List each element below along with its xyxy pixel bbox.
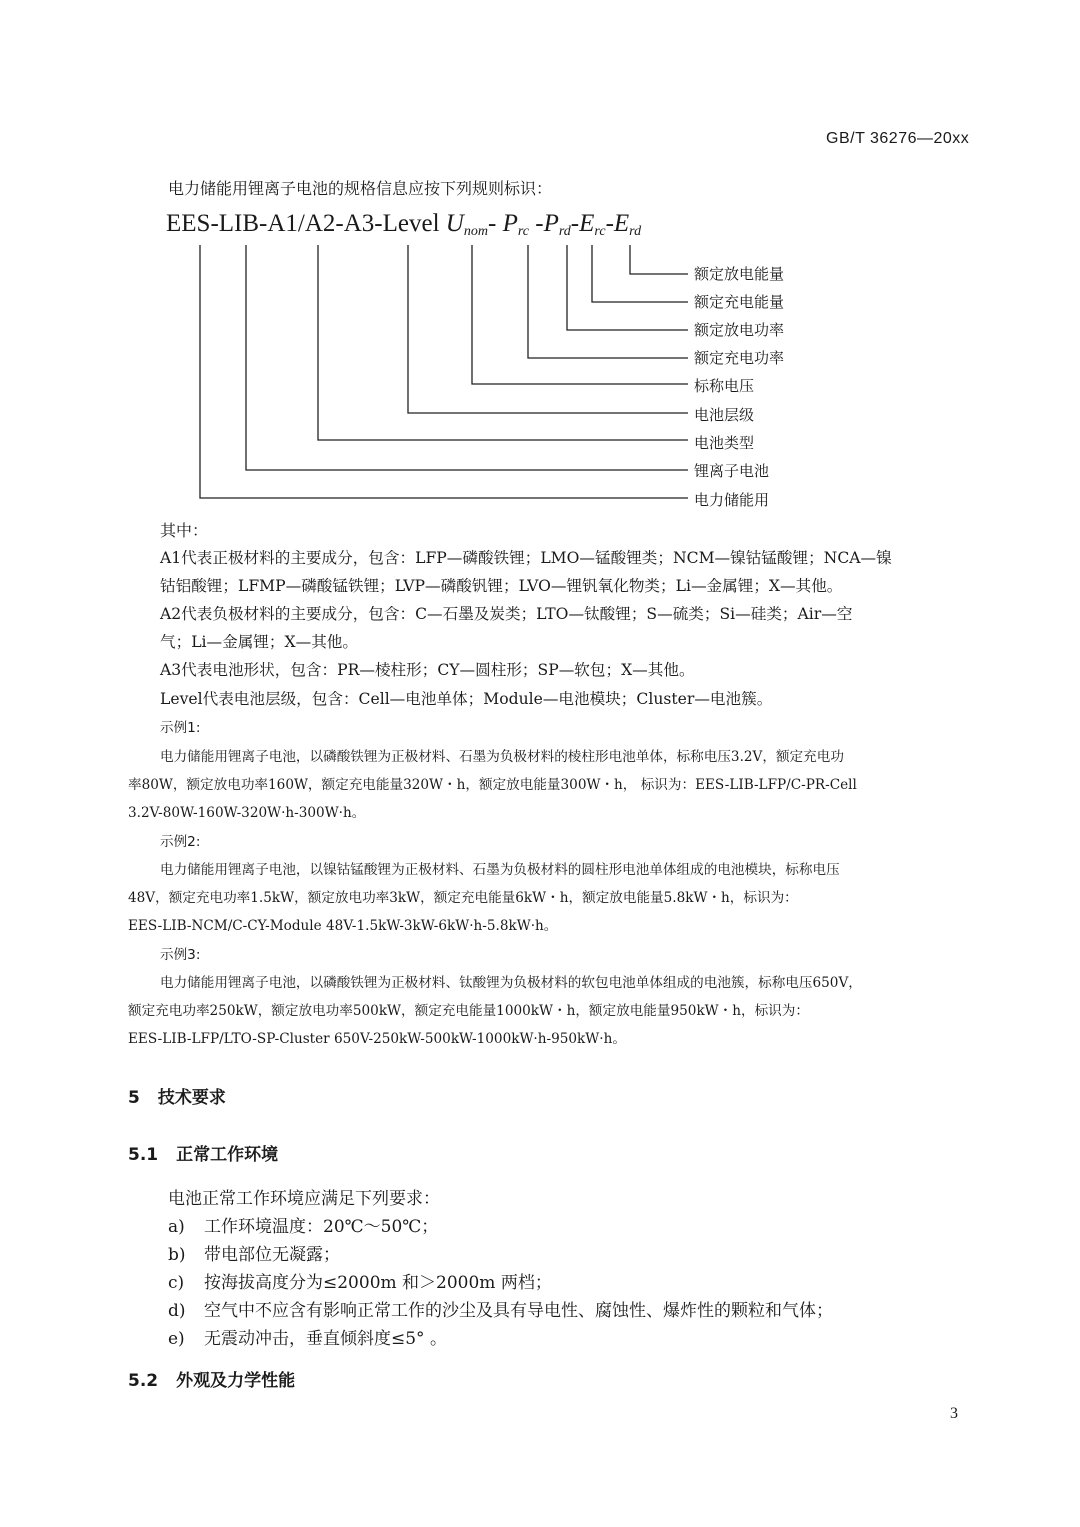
example-2-line: EES-LIB-NCM/C-CY-Module 48V-1.5kW-3kW-6kW·h-5.8kW·h。 — [128, 918, 558, 934]
code-prefix: EES-LIB-A1/A2-A3-Level — [166, 210, 446, 237]
section-5-1-intro: 电池正常工作环境应满足下列要求： — [168, 1189, 440, 1209]
example-3-line: EES-LIB-LFP/LTO-SP-Cluster 650V-250kW-500kW-1000kW·h-950kW·h。 — [128, 1031, 626, 1047]
example-3-line: 电力储能用锂离子电池，以磷酸铁锂为正极材料、钛酸锂为负极材料的软包电池单体组成的电池簇，标称电压650V， — [160, 975, 862, 991]
code-p2-sub: rd — [558, 224, 571, 239]
code-u: U — [445, 210, 464, 237]
legend-lithium-ion-battery: 锂离子电池 — [694, 462, 770, 480]
bracket-line-energy-storage — [200, 245, 688, 498]
section-number: 5.1 — [128, 1145, 159, 1165]
bracket-line-rated-discharge-energy — [630, 245, 688, 274]
section-5-2-heading — [128, 1366, 295, 1391]
example-1-line: 率80W，额定放电功率160W，额定充电能量320W・h，额定放电能量300W・h， 标识为：EES-LIB-LFP/C-PR-Cell — [128, 777, 857, 793]
list-item — [168, 1296, 833, 1321]
bracket-line-battery-level — [408, 245, 688, 413]
legend-nominal-voltage: 标称电压 — [694, 377, 755, 395]
legend-rated-charge-energy: 额定充电能量 — [694, 293, 785, 311]
legend-rated-charge-power: 额定充电功率 — [694, 349, 785, 367]
legend-energy-storage-use: 电力储能用 — [694, 491, 770, 509]
list-marker: c) — [168, 1273, 185, 1293]
legend-rated-discharge-power: 额定放电功率 — [694, 321, 785, 339]
list-text: 无震动冲击，垂直倾斜度≤5° 。 — [204, 1329, 447, 1349]
legend-rated-discharge-energy: 额定放电能量 — [694, 265, 785, 283]
legend-battery-type: 电池类型 — [694, 434, 755, 452]
list-text: 带电部位无凝露； — [204, 1245, 340, 1265]
example-2-line: 电力储能用锂离子电池，以镍钴锰酸锂为正极材料、石墨为负极材料的圆柱形电池单体组成的电池模块，标称电压 — [160, 862, 840, 878]
list-marker: d) — [168, 1301, 186, 1321]
intro-text: 电力储能用锂离子电池的规格信息应按下列规则标识： — [168, 179, 553, 198]
list-text: 空气中不应含有影响正常工作的沙尘及具有导电性、腐蚀性、爆炸性的颗粒和气体； — [204, 1301, 833, 1321]
code-sep: - — [487, 210, 503, 237]
section-5-heading — [128, 1083, 226, 1108]
list-item — [168, 1324, 447, 1349]
code-sep: - — [570, 210, 580, 237]
example-2-label: 示例2: — [160, 834, 201, 850]
where-title: 其中： — [160, 521, 209, 540]
code-p1: P — [502, 210, 518, 237]
section-title: 外观及力学性能 — [176, 1371, 296, 1391]
list-item — [168, 1240, 340, 1265]
list-text: 按海拔高度分为≤2000m 和＞2000m 两档； — [204, 1273, 552, 1293]
code-e2-sub: rd — [629, 224, 642, 239]
a3-definition: A3代表电池形状，包含：PR—棱柱形；CY—圆柱形；SP—软包；X—其他。 — [160, 661, 695, 679]
legend-battery-level: 电池层级 — [694, 406, 755, 424]
example-3-line: 额定充电功率250kW，额定放电功率500kW，额定充电能量1000kW・h，额定放电能量950kW・h，标识为： — [128, 1003, 809, 1019]
example-1-line: 3.2V-80W-160W-320W·h-300W·h。 — [128, 805, 366, 821]
example-1-line: 电力储能用锂离子电池，以磷酸铁锂为正极材料、石墨为负极材料的棱柱形电池单体，标称电压3.2V，额定充电功 — [160, 749, 844, 765]
code-p1-sub: rc — [517, 224, 529, 239]
document-id: GB/T 36276—20xx — [826, 130, 970, 147]
section-title: 正常工作环境 — [176, 1145, 279, 1165]
section-title: 技术要求 — [157, 1088, 226, 1108]
code-e1-sub: rc — [594, 224, 606, 239]
section-5-1-heading — [128, 1140, 278, 1165]
code-bracket-diagram — [0, 0, 1080, 520]
code-e1: E — [579, 210, 595, 237]
list-marker: e) — [168, 1329, 185, 1349]
bracket-line-rated-discharge-power — [567, 245, 688, 330]
code-p2: P — [543, 210, 559, 237]
section-number: 5.2 — [128, 1371, 159, 1391]
list-item — [168, 1212, 438, 1237]
list-text: 工作环境温度：20℃～50℃； — [204, 1217, 439, 1237]
page-number: 3 — [950, 1405, 958, 1422]
bracket-line-nominal-voltage — [472, 245, 688, 384]
a1-definition-cont: 钴铝酸锂；LFMP—磷酸锰铁锂；LVP—磷酸钒锂；LVO—锂钒氧化物类；Li—金属锂；X—其他。 — [160, 577, 843, 595]
level-definition: Level代表电池层级，包含：Cell—电池单体；Module—电池模块；Cluster—电池簇。 — [160, 690, 773, 708]
code-sep: - — [529, 210, 544, 237]
code-sep: - — [605, 210, 614, 237]
example-3-label: 示例3: — [160, 947, 201, 963]
a2-definition: A2代表负极材料的主要成分，包含：C—石墨及炭类；LTO—钛酸锂；S—硫类；Si—硅类；Air—空 — [160, 605, 853, 623]
list-marker: b) — [168, 1245, 186, 1265]
code-u-sub: nom — [463, 224, 488, 239]
list-item — [168, 1268, 552, 1293]
a2-definition-cont: 气；Li—金属锂；X—其他。 — [160, 633, 358, 651]
section-number: 5 — [128, 1088, 140, 1108]
list-marker: a) — [168, 1217, 185, 1237]
a1-definition: A1代表正极材料的主要成分，包含：LFP—磷酸铁锂；LMO—锰酸锂类；NCM—镍钴锰酸锂；NCA—镍 — [160, 549, 892, 567]
example-2-line: 48V，额定充电功率1.5kW，额定放电功率3kW，额定充电能量6kW・h，额定放电能量5.8kW・h，标识为： — [128, 890, 798, 906]
code-e2: E — [613, 210, 630, 237]
example-1-label: 示例1: — [160, 720, 201, 736]
